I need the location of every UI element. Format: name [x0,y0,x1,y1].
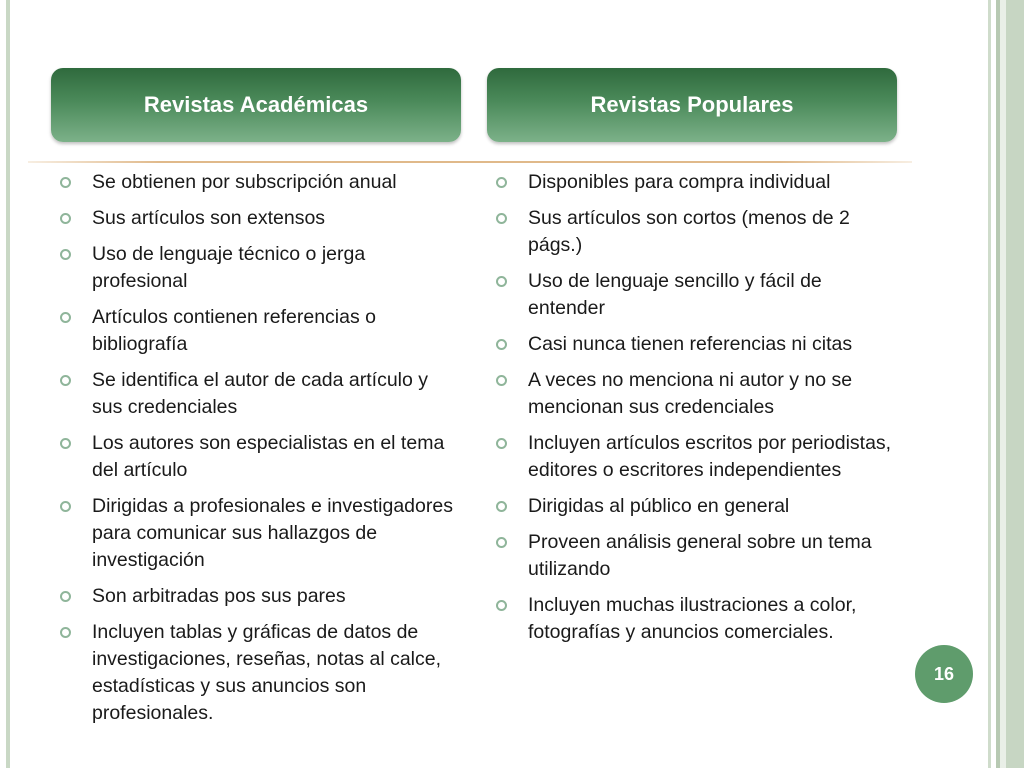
bullet-ring-icon [60,213,71,224]
list-item-text: Casi nunca tienen referencias ni citas [528,333,853,355]
bullet-ring-icon [496,537,507,548]
list-item [58,430,458,484]
academic-list [58,169,458,736]
list-item-text: Los autores son especialistas en el tema del artículo [92,432,445,481]
list-item-text: Disponibles para compra individual [528,171,831,193]
header-revistas-academicas [51,68,461,142]
list-item [58,304,458,358]
list-item [494,493,894,520]
bullet-ring-icon [60,501,71,512]
list-item [58,493,458,574]
bullet-ring-icon [60,591,71,602]
list-item [494,367,894,421]
list-item [58,241,458,295]
list-item [58,619,458,727]
list-item-text: Uso de lenguaje sencillo y fácil de entender [528,270,822,319]
list-item-text: Dirigidas al público en general [528,495,790,517]
list-item [494,205,894,259]
bullet-ring-icon [496,438,507,449]
list-item-text: Se obtienen por subscripción anual [92,171,397,193]
bullet-ring-icon [60,375,71,386]
bullet-ring-icon [496,177,507,188]
list-item [58,169,458,196]
list-item [494,430,894,484]
bullet-ring-icon [496,375,507,386]
slide-number: 16 [933,663,955,684]
bullet-ring-icon [496,501,507,512]
list-item [58,205,458,232]
list-item [58,367,458,421]
list-item [494,169,894,196]
bullet-ring-icon [60,627,71,638]
list-item-text: Sus artículos son extensos [92,207,326,229]
list-item-text: Incluyen tablas y gráficas de datos de investigaciones, reseñas, notas al calce, estadísticas y sus anuncios son profesionales. [92,621,442,724]
list-item-text: Proveen análisis general sobre un tema utilizando [528,531,872,580]
slide-number-badge [915,645,973,703]
list-item-text: A veces no menciona ni autor y no se mencionan sus credenciales [528,369,853,418]
header-title-left: Revistas Académicas [143,92,369,117]
right-edge-decoration [982,0,1024,768]
bullet-ring-icon [496,276,507,287]
bullet-ring-icon [496,339,507,350]
list-item [494,529,894,583]
bullet-ring-icon [60,249,71,260]
list-item-text: Artículos contienen referencias o bibliografía [92,306,376,355]
list-item-text: Se identifica el autor de cada artículo y sus credenciales [92,369,429,418]
list-item [494,331,894,358]
bullet-ring-icon [496,600,507,611]
list-item-text: Dirigidas a profesionales e investigadores para comunicar sus hallazgos de investigación [92,495,453,571]
list-item-text: Incluyen artículos escritos por periodistas, editores o escritores independientes [528,432,892,481]
header-revistas-populares [487,68,897,142]
header-divider [28,161,912,163]
list-item-text: Uso de lenguaje técnico o jerga profesional [92,243,366,292]
list-item [494,268,894,322]
list-item [494,592,894,646]
bullet-ring-icon [60,438,71,449]
list-item-text: Incluyen muchas ilustraciones a color, fotografías y anuncios comerciales. [528,594,857,643]
bullet-ring-icon [60,177,71,188]
bullet-ring-icon [60,312,71,323]
bullet-ring-icon [496,213,507,224]
list-item-text: Son arbitradas pos sus pares [92,585,346,607]
header-title-right: Revistas Populares [590,92,794,117]
list-item-text: Sus artículos son cortos (menos de 2 págs.) [528,207,850,256]
list-item [58,583,458,610]
left-edge-decoration [6,0,10,768]
popular-list [494,169,894,655]
